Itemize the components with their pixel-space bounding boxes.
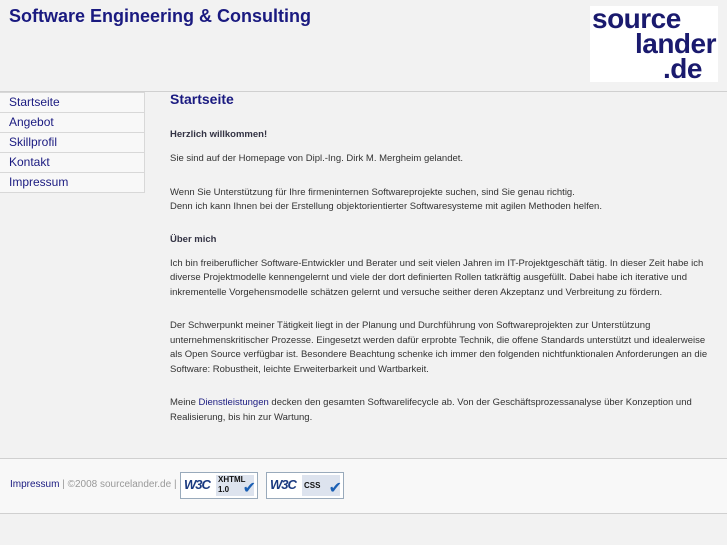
about-heading: Über mich bbox=[170, 233, 217, 245]
w3c-logo-icon: W3C bbox=[184, 477, 210, 492]
welcome-heading: Herzlich willkommen! bbox=[170, 129, 268, 140]
header bbox=[0, 0, 727, 92]
sidebar-item-kontakt[interactable]: Kontakt bbox=[0, 153, 145, 173]
services-prefix: Meine bbox=[170, 397, 199, 408]
copyright-text: | ©2008 sourcelander.de | bbox=[59, 479, 177, 490]
css-label-line1: CSS bbox=[304, 481, 321, 490]
page-title: Startseite bbox=[170, 91, 234, 107]
w3c-xhtml-badge[interactable] bbox=[180, 472, 258, 499]
sidebar-item-impressum[interactable]: Impressum bbox=[0, 173, 145, 193]
xhtml-label-line2: 1.0 bbox=[218, 485, 230, 494]
logo-line-3: .de bbox=[663, 53, 702, 84]
checkmark-icon: ✔ bbox=[242, 480, 256, 497]
logo-line-2: lander bbox=[634, 28, 716, 59]
sidebar-item-startseite[interactable]: Startseite bbox=[0, 92, 145, 113]
xhtml-label-line1: XHTML bbox=[218, 475, 246, 484]
about-paragraph-2: Der Schwerpunkt meiner Tätigkeit liegt in der Planung und Durchführung von Softwareprojekten zur Unterstützung unternehmenskritischer Prozesse. Eingesetzt werden dafür erprobte Technik, die offene Standards unterstützt und idealerweise als Open Source verfügbar ist. Besondere Beachtung schenke ich immer den folgenden nichtfunktionalen Anforderungen an die Software: Robustheit, leichte Erweiterbarkeit und Wartbarkeit. bbox=[170, 320, 708, 375]
checkmark-icon: ✔ bbox=[328, 480, 342, 497]
footer-text bbox=[10, 479, 177, 490]
footer-impressum-link[interactable]: Impressum bbox=[10, 479, 60, 490]
w3c-logo-icon: W3C bbox=[270, 477, 296, 492]
about-paragraph-1: Ich bin freiberuflicher Software-Entwickler und Berater und seit vielen Jahren im IT-Projektgeschäft tätig. In dieser Zeit habe ich diverse Projektmodelle kennengelernt und viele der dort definierten Rollen tatkräftig ausgefüllt. Dabei habe ich iterative und inkrementelle Vorgehensmodelle schätzen gelernt und versuche seither deren Akzeptanz und Verbreitung zu fördern. bbox=[170, 257, 704, 298]
support-text-2: Denn ich kann Ihnen bei der Erstellung objektorientierter Softwaresysteme mit agilen Methoden helfen. bbox=[170, 201, 602, 212]
services-paragraph bbox=[170, 396, 710, 425]
services-suffix: decken den gesamten Softwarelifecycle ab. Von der Geschäftsprozessanalyse über Konzeption und Realisierung, bis hin zur Wartung. bbox=[170, 397, 692, 423]
intro-text: Sie sind auf der Homepage von Dipl.-Ing. Dirk M. Mergheim gelandet. bbox=[170, 153, 464, 164]
w3c-css-badge[interactable] bbox=[266, 472, 344, 499]
logo-line-1: source bbox=[592, 3, 681, 34]
main-content bbox=[170, 89, 710, 425]
support-text-1: Wenn Sie Unterstützung für Ihre firmeninternen Softwareprojekte suchen, sind Sie genau richtig. bbox=[170, 186, 575, 198]
sidebar-item-skillprofil[interactable]: Skillprofil bbox=[0, 133, 145, 153]
footer bbox=[0, 458, 727, 514]
services-link[interactable]: Dienstleistungen bbox=[198, 397, 269, 408]
sourcelander-logo[interactable] bbox=[590, 3, 718, 84]
sidebar-nav bbox=[0, 92, 145, 193]
site-title: Software Engineering & Consulting bbox=[9, 6, 312, 26]
sidebar-item-angebot[interactable]: Angebot bbox=[0, 113, 145, 133]
